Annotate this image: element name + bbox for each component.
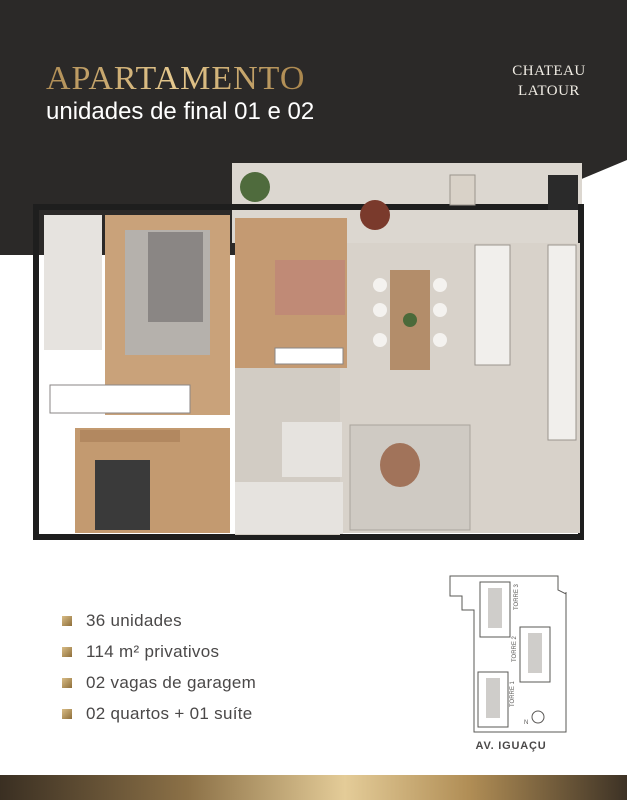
logo-line-1: CHATEAU bbox=[512, 63, 586, 79]
terrace-table bbox=[450, 175, 475, 205]
bedroom-2-wardrobe bbox=[275, 348, 343, 364]
feature-item bbox=[62, 636, 256, 667]
feature-text: 114 m² privativos bbox=[86, 641, 220, 661]
kitchen-counter bbox=[475, 245, 510, 365]
floor-plan bbox=[30, 160, 590, 545]
bedroom-3-bed bbox=[95, 460, 150, 530]
feature-item bbox=[62, 698, 256, 729]
kitchen-wall-counter bbox=[548, 245, 576, 440]
bullet-square-icon bbox=[62, 709, 72, 719]
feature-item bbox=[62, 605, 256, 636]
gold-footer-bar bbox=[0, 775, 627, 800]
tower-3-label: TORRE 3 bbox=[514, 584, 520, 610]
page-subtitle: unidades de final 01 e 02 bbox=[46, 98, 315, 125]
site-plan bbox=[440, 572, 570, 747]
tower-1-label: TORRE 1 bbox=[510, 681, 516, 707]
feature-item bbox=[62, 667, 256, 698]
feature-text: 36 unidades bbox=[86, 610, 182, 630]
terrace-chair bbox=[360, 200, 390, 230]
bedroom-3-desk bbox=[80, 430, 180, 442]
bullet-square-icon bbox=[62, 616, 72, 626]
feature-text: 02 vagas de garagem bbox=[86, 672, 257, 692]
bathroom-3 bbox=[235, 482, 343, 534]
coffee-table bbox=[380, 443, 420, 487]
master-wardrobe bbox=[50, 385, 190, 413]
street-label: AV. IGUAÇU bbox=[475, 740, 547, 752]
master-bed bbox=[148, 232, 203, 322]
feature-text: 02 quartos + 01 suíte bbox=[86, 703, 253, 723]
compass-icon bbox=[532, 711, 544, 723]
terrace-plant bbox=[240, 172, 270, 202]
brand-logo bbox=[508, 61, 590, 101]
plant bbox=[403, 313, 417, 327]
bathroom-2 bbox=[282, 422, 342, 477]
logo-line-2: LATOUR bbox=[518, 83, 580, 99]
feature-list bbox=[62, 605, 256, 729]
bedroom-2-bed bbox=[275, 260, 345, 315]
grill bbox=[548, 175, 578, 210]
bullet-square-icon bbox=[62, 647, 72, 657]
tower-2-label: TORRE 2 bbox=[512, 636, 518, 662]
bathroom-1 bbox=[44, 215, 102, 350]
bullet-square-icon bbox=[62, 678, 72, 688]
page-title: APARTAMENTO bbox=[46, 60, 306, 97]
north-label: N bbox=[524, 720, 529, 726]
